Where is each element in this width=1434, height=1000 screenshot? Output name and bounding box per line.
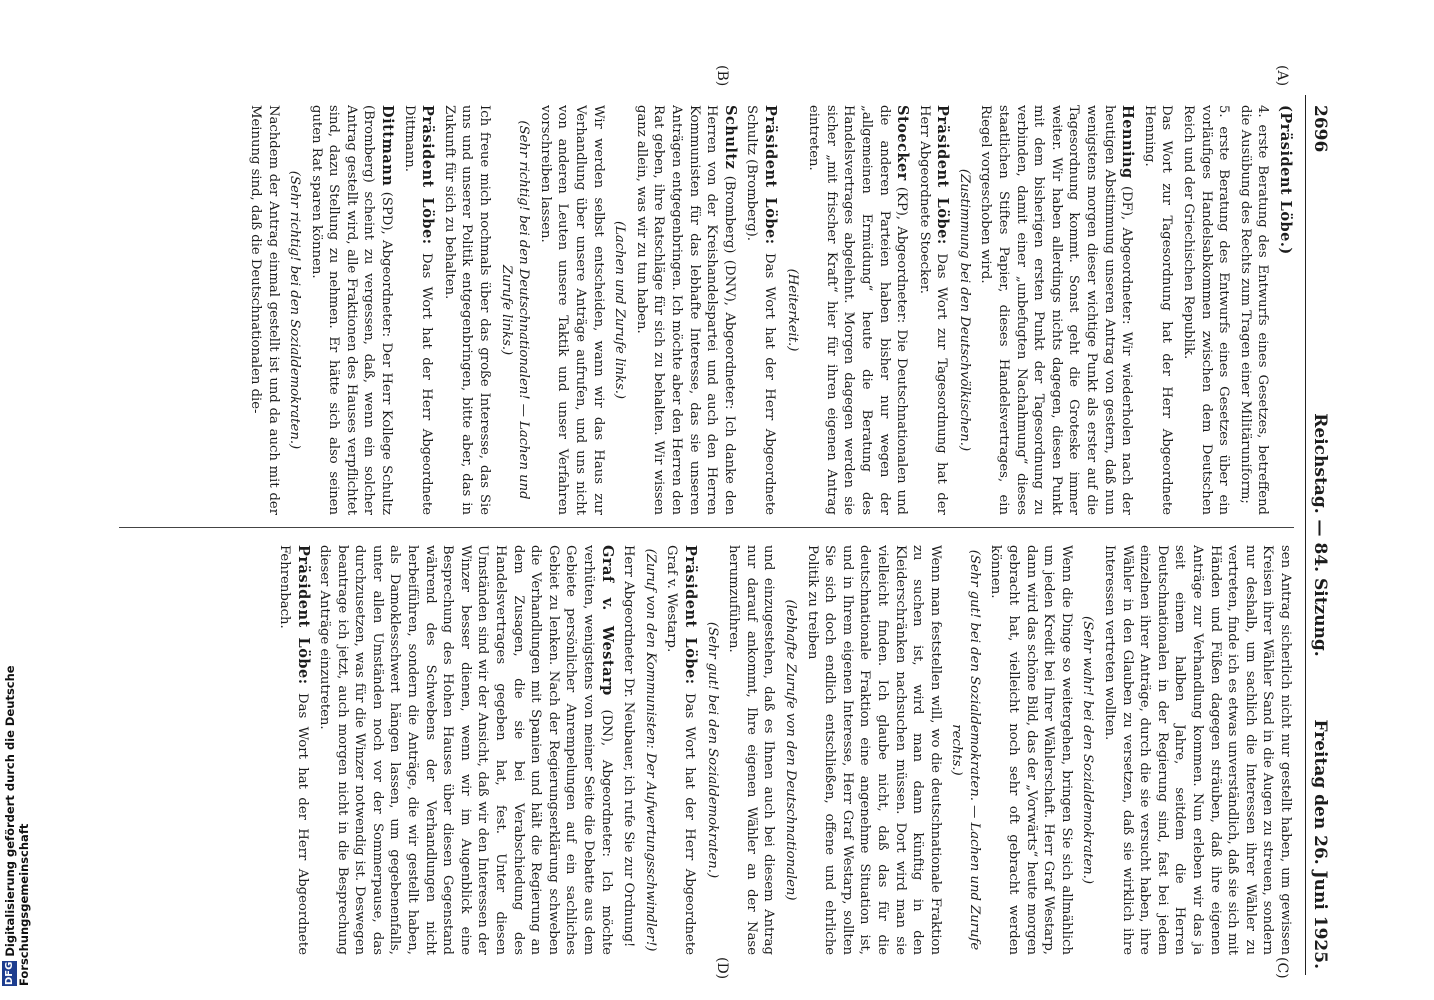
paragraph-text: Nachdem der Antrag einmal gestellt ist und da auch mit der Meinung sind, daß die Deutschnationalen die- (247, 105, 281, 515)
session-date: Freitag den 26. Juni 1925. (1310, 719, 1330, 969)
margin-letter-a: (A) (1274, 65, 1290, 87)
interjection (611, 105, 629, 515)
speaker-name: Präsident Löbe: (761, 105, 779, 245)
paragraph (316, 545, 616, 955)
paragraph-text: (Lachen und Zurufe links.) (612, 220, 628, 400)
paragraph-text: 5. erste Beratung des Entwurfs eines Gesetzes über ein vorläufiges Handelsabkommen zwischen dem Deutschen Reich und der Griechischen Republik. (1181, 105, 1232, 515)
paragraph-text: (Heiterkeit.) (784, 268, 800, 352)
speaker-name: Graf v. Westarp (598, 545, 616, 696)
paragraph (803, 545, 944, 955)
margin-letter-c: (C) (1274, 957, 1290, 979)
interjection (948, 545, 983, 955)
interjection (781, 545, 799, 955)
paragraph-text: Das Wort hat der Herr Abgeordnete Schultz (Bromberg). (744, 105, 777, 515)
paragraph (987, 545, 1075, 955)
paragraph (743, 105, 779, 515)
interjection (955, 105, 973, 515)
paragraph-text: (Sehr gut! bei den Sozialdemokraten. — Lachen und Zurufe rechts.) (949, 549, 982, 951)
paragraph-text: (Sehr richtig! bei den Sozialdemokraten.) (287, 170, 303, 450)
paragraph-text: Wenn die Dinge so weitergehen, bringen Sie sich allmählich um jeden Kredit bei Ihrer Wählerschaft. Herr Graf Westarp, dann wird das schöne Bild, das der „Vorwärts“ heute morgen gebracht hat, vielleicht noch sehr oft gebracht werden können. (988, 545, 1074, 955)
speaker-name: Präsident Löbe: (419, 105, 437, 245)
paragraph-text: (KP), Abgeordneter: Die Deutschnationalen und die anderen Parteien haben bisher nur wegen der „allgemeinen Ermüdung“ heute die Beratung des Handelsvertrages abgelehnt. Morgen dagegen werden sie sicher „mit frischer Kraft“ hier für ihren eigenen Antrag eintreten. (806, 105, 910, 515)
column-divider (119, 527, 1294, 528)
paragraph-text: Das Wort hat der Herr Abgeordnete Dittmann. (401, 105, 435, 515)
paragraph-text: (Zuruf von den Kommunisten: Der Aufwertungsschwindler!) (642, 548, 658, 952)
paragraph (977, 105, 1136, 515)
dfg-logo: DFG (4, 961, 15, 985)
page-header (1305, 95, 1330, 975)
paragraph (632, 105, 739, 515)
speaker-name: Präsident Löbe: (682, 545, 699, 685)
speaker-name: Stoecker (894, 105, 912, 181)
speaker-name: Schultz (721, 105, 739, 170)
paragraph (1236, 105, 1271, 515)
paragraph-text: Das Wort hat der Herr Abgeordnete Fehrenbach. (276, 545, 310, 955)
paragraph (1140, 105, 1175, 515)
paragraph-text: Das Wort zur Tagesordnung hat der Herr Abgeordnete Henning. (1141, 105, 1175, 515)
paragraph (307, 105, 396, 515)
speaker-name: Präsident Löbe: (934, 105, 952, 245)
paragraph-text: (Bromberg) (DNV), Abgeordneter: Ich danke den Herren von der Kreishandelspartei und auch den Herren Kommunisten für das lebhafte Interesse, das sie unseren Anträgen entgegenbringen. Ich möchte aber den Herren den Rat geben, ihre Ratschläge für sich zu behalten. Wir wissen ganz allein, was wir zu tun haben. (633, 105, 737, 515)
speaker-name: Dittmann (379, 105, 397, 187)
paragraph (275, 545, 311, 955)
interjection (641, 545, 659, 955)
paragraph-text: Ich freue mich nochmals über das große Interesse, das Sie uns und unserer Politik entgegenbringen, bitte aber, das in Zukunft für sich zu behalten. (441, 105, 493, 515)
paragraph (805, 105, 912, 515)
speaker-name: (Präsident Löbe.) (1277, 105, 1294, 255)
paragraph-text: (DN), Abgeordneter: Ich möchte verhüten, wenigstens von meiner Seite die Debatte aus dem Gebiete persönlicher Anrempelungen auf ein sachliches Gebiet zu lenken. Nach der Regierungserklärung schweben die Verhandlungen mit Spanien und hält die Regierung an dem Zusagen, die sie bei Verabschiedung des Handelsvertrages gegeben hat, fest. Unter diesen Umständen sind wir der Ansicht, daß wir den Interessen der Winzer besser dienen, wenn wir im Augenblick eine Besprechung des Hohen Hauses über diesen Gegenstand während des Schwebens der Verhandlungen nicht herbeiführen, sondern die Anträge, die wir gestellt haben, als Damoklesschwert hängen lassen, um gegebenenfalls, unter allen Umständen noch vor der Sommerpause, das durchzusetzen, was für die Winzer notwendig ist. Deswegen beantrage ich jetzt, auch morgen nicht in die Besprechung dieser Anträge einzutreten. (317, 545, 614, 955)
paragraph-text: (Sehr wahr! bei den Sozialdemokraten.) (1080, 616, 1096, 884)
paragraph (663, 545, 699, 955)
paragraph-text: (Zustimmung bei den Deutschvölkischen.) (956, 168, 972, 452)
interjection (286, 105, 304, 515)
digitization-credit (2, 606, 31, 986)
paragraph-text: Wenn man feststellen will, wo die deutschnationale Fraktion zu suchen ist, wird man dann künftig in den Kleiderschränken nachsuchen müssen. Dort wird man sie vielleicht finden. Ich glaube nicht, daß das für die deutschnationale Fraktion eine angenehme Situation ist, und in Ihrem eigenen Interesse, Herr Graf Westarp, sollten Sie sich doch endlich entschließen, offene und ehrliche Politik zu treiben (804, 545, 943, 955)
speaker-name: Präsident Löbe: (294, 545, 312, 685)
paragraph-text: Herr Abgeordneter Dr. Neubauer, ich rufe Sie zur Ordnung! (621, 545, 637, 948)
rotated-page (100, 65, 1330, 980)
interjection (497, 105, 532, 515)
paragraph-text: (Sehr richtig! bei den Deutschnationalen! — Lachen und Zurufe links.) (498, 120, 532, 500)
paragraph (536, 105, 606, 515)
paragraph (725, 545, 778, 955)
speaker-name: Henning (1119, 105, 1137, 179)
paragraph-text: Das Wort zur Tagesordnung hat der Herr Abgeordnete Stoecker. (916, 105, 950, 515)
paragraph (440, 105, 493, 515)
page-number: 2696 (1310, 105, 1330, 153)
paragraph-text: Wir werden selbst entscheiden, wann wir das Haus zur Verhandlung über unsere Anträge aufrufen, und uns nicht von anderen Leuten unsere Taktik und unser Verfahren vorschreiben lassen. (537, 105, 606, 515)
paragraph (1179, 105, 1232, 515)
paragraph (620, 545, 638, 955)
interjection (1079, 545, 1097, 955)
session-title: Reichstag. — 84. Sitzung. (1310, 413, 1330, 657)
paragraph-text: (lebhafte Zurufe von den Deutschnationalen) (782, 599, 798, 901)
paragraph (246, 105, 281, 515)
paragraph-text: (Sehr gut! bei den Sozialdemokraten.) (704, 621, 720, 879)
interjection (783, 105, 801, 515)
paragraph (1100, 545, 1294, 955)
paragraph-text: 4. erste Beratung des Entwurfs eines Gesetzes, betreffend die Ausübung des Rechts zum Tragen einer Militäruniform; (1237, 105, 1271, 515)
paragraph-text: (DF), Abgeordneter: Wir wiederholen nach der heutigen Abstimmung unseren Antrag von gestern, daß nun wenigstens morgen dieser wichtige Punkt als erster auf die Tagesordnung kommt. Sonst geht die Groteske immer weiter. Wir haben allerdings nichts dagegen, diesen Punkt mit dem bisherigen ersten Punkt der Tagesordnung zu verbinden, damit einer „unbefugten Nachahmung“ dieses staatlichen Stiftes Papier, dieses Handelsvertrages, ein Riegel vorgeschoben wird. (978, 105, 1135, 515)
paragraph (400, 105, 436, 515)
paragraph-text: und einzugestehen, daß es Ihnen auch bei diesem Antrag nur darauf ankommt, Ihre eigenen Wähler an der Nase herumzuführen. (726, 545, 777, 955)
left-text-column (114, 105, 1294, 515)
margin-letter-b: (B) (714, 65, 730, 87)
paragraph (1275, 105, 1294, 515)
margin-letter-d: (D) (714, 957, 730, 980)
right-text-column (114, 545, 1294, 955)
paragraph-text: Das Wort hat der Herr Abgeordnete Graf v. Westarp. (664, 545, 697, 955)
interjection (703, 545, 721, 955)
paragraph-text: sen Antrag sicherlich nicht nur gestellt haben, um gewissen Kreisen ihrer Wähler Sand in die Augen zu streuen, sondern nur deshalb, um sachlich die Interessen ihrer Wähler zu vertreten, finde ich es etwas unverständlich, daß sie sich mit Händen und Füßen dagegen sträuben, daß ihre eigenen Anträge zur Verhandlung kommen. Nun erleben wir das ja seit einem halben Jahre, seitdem die Herren Deutschnationalen in der Regierung sind, fast bei jedem einzelnen ihrer Anträge, durch die sie versucht haben, ihre Wähler in den Glauben zu versetzen, daß sie wirklich ihre Interessen vertreten wollten. (1102, 545, 1293, 955)
credit-text: Digitalisierung gefördert durch die Deutsche Forschungsgemeinschaft (3, 665, 31, 986)
paragraph (915, 105, 951, 515)
paragraph-text: (SPD), Abgeordneter: Der Herr Kollege Schultz (Bromberg) scheint zu vergessen, daß, wenn ein solcher Antrag gestellt wird, alle Fraktionen des Hauses verpflichtet sind, dazu Stellung zu nehmen. Er hätte sich also seinen guten Rat sparen können. (308, 105, 395, 515)
